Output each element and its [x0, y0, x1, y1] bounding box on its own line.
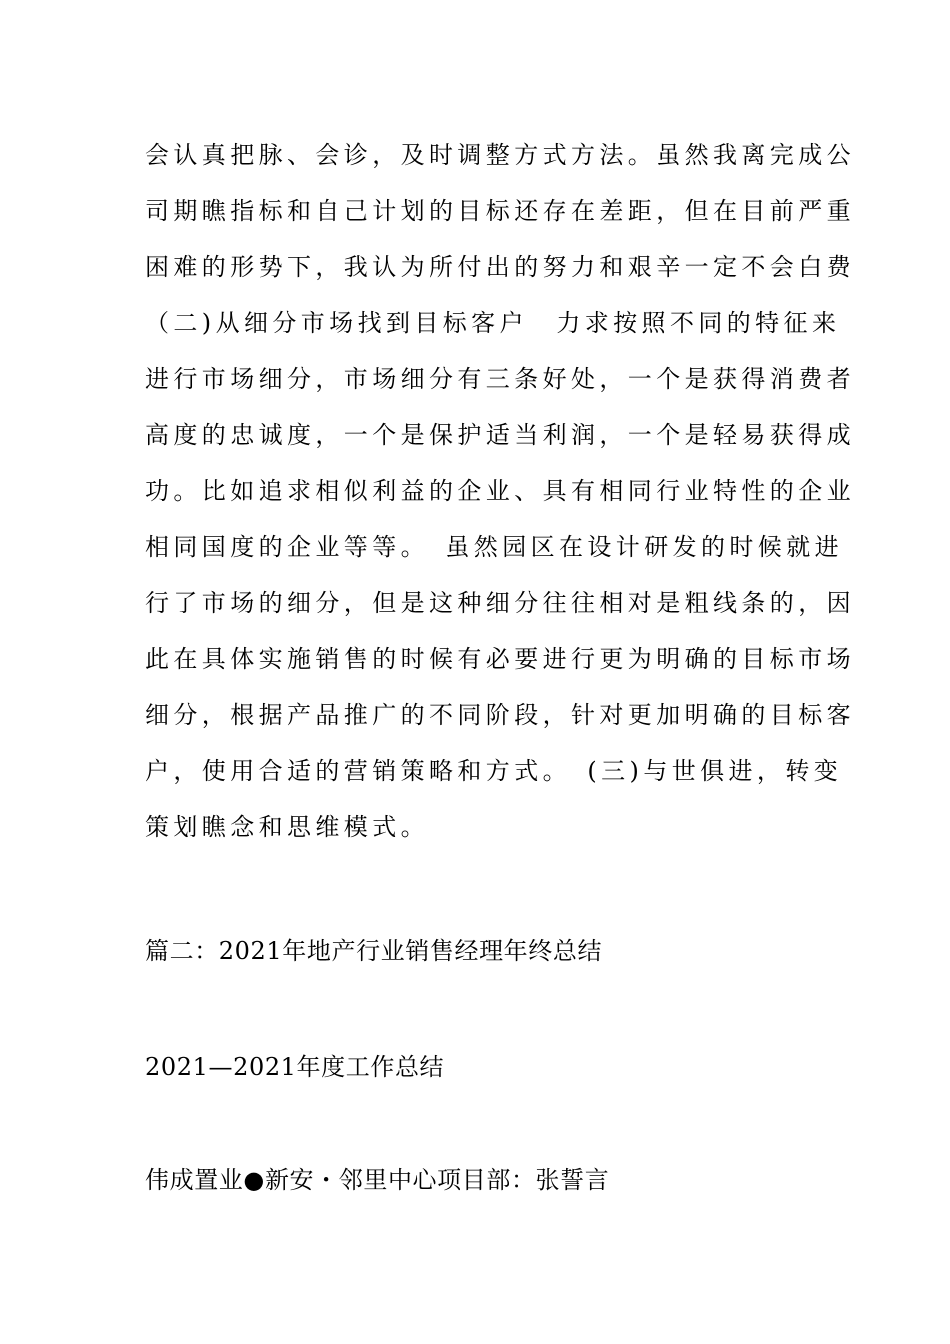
subtitle: 2021—2021年度工作总结: [145, 1053, 445, 1081]
body-line-1: 会认真把脉、会诊，及时调整方式方法。虽然我离完成公: [145, 141, 855, 169]
body-line-6: 高度的忠诚度，一个是保护适当利润，一个是轻易获得成: [145, 421, 855, 449]
author-line: 伟成置业●新安・邻里中心项目部：张誓言: [145, 1166, 610, 1194]
body-line-5: 进行市场细分，市场细分有三条好处，一个是获得消费者: [145, 365, 855, 393]
body-line-12: 户，使用合适的营销策略和方式。 (三)与世俱进，转变: [145, 757, 843, 785]
body-line-4: （二)从细分市场找到目标客户 力求按照不同的特征来: [145, 309, 841, 337]
body-line-9: 行了市场的细分，但是这种细分往往相对是粗线条的，因: [145, 589, 855, 617]
body-line-3: 困难的形势下，我认为所付出的努力和艰辛一定不会白费: [145, 253, 855, 281]
body-line-11: 细分，根据产品推广的不同阶段，针对更加明确的目标客: [145, 701, 855, 729]
section-title: 篇二：2021年地产行业销售经理年终总结: [145, 937, 603, 965]
body-line-2: 司期瞧指标和自己计划的目标还存在差距，但在目前严重: [145, 197, 855, 225]
body-line-7: 功。比如追求相似利益的企业、具有相同行业特性的企业: [145, 477, 855, 505]
body-line-8: 相同国度的企业等等。 虽然园区在设计研发的时候就进: [145, 533, 843, 561]
body-line-13: 策划瞧念和思维模式。: [145, 813, 429, 841]
body-line-10: 此在具体实施销售的时候有必要进行更为明确的目标市场: [145, 645, 855, 673]
